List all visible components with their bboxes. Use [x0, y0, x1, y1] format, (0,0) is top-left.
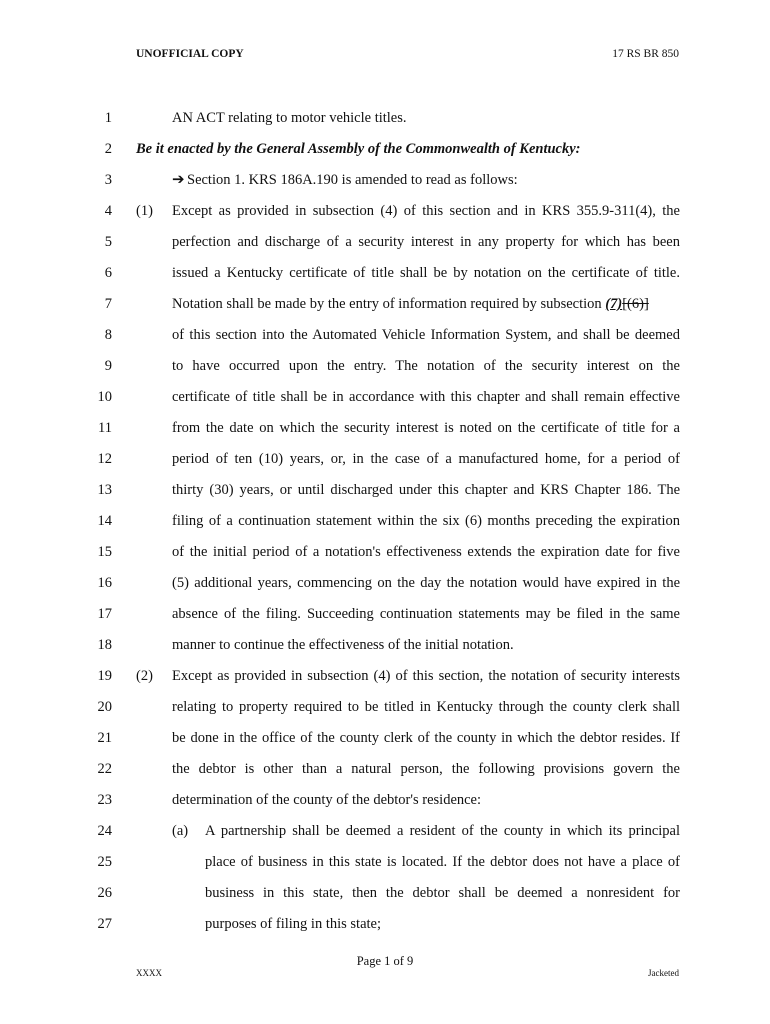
bill-text: A partnership shall be deemed a resident of the county in which its principal [205, 823, 680, 839]
bill-line [0, 449, 770, 473]
bill-text: thirty (30) years, or until discharged under this chapter and KRS Chapter 186. The [172, 482, 680, 498]
line-number: 22 [97, 761, 112, 777]
bill-text: absence of the filing. Succeeding continuation statements may be filed in the same [172, 606, 680, 622]
line-number: 7 [104, 296, 112, 312]
bill-text: period of ten (10) years, or, in the case of a manufactured home, for a period of [172, 451, 680, 467]
bill-line [0, 418, 770, 442]
subsection-number: (1) [136, 203, 153, 219]
right-arrow-icon: ➔ [172, 172, 185, 188]
line-number: 1 [104, 110, 112, 126]
bill-line [0, 759, 770, 783]
bill-line [0, 201, 770, 225]
subsection-number: (2) [136, 668, 153, 684]
bill-line [0, 666, 770, 690]
line-number: 25 [97, 854, 112, 870]
section-heading: Section 1. KRS 186A.190 is amended to read as follows: [187, 172, 518, 188]
bill-line [0, 728, 770, 752]
bill-text: (5) additional years, commencing on the day the notation would have expired in the [172, 575, 680, 591]
line-number: 14 [97, 513, 112, 529]
bill-line [0, 263, 770, 287]
paragraph-letter: (a) [172, 823, 189, 839]
bill-line [0, 480, 770, 504]
line-number: 5 [104, 234, 112, 250]
bill-text: purposes of filing in this state; [205, 916, 381, 932]
bill-line [0, 883, 770, 907]
line-number: 2 [104, 141, 112, 157]
line-number: 3 [104, 172, 112, 188]
bill-text: determination of the county of the debtor's residence: [172, 792, 482, 808]
line-number: 24 [97, 823, 112, 839]
bill-line [0, 325, 770, 349]
bill-line [0, 697, 770, 721]
line-number: 20 [97, 699, 112, 715]
line-number: 19 [97, 668, 112, 684]
line-number: 27 [97, 916, 112, 932]
bill-line [0, 914, 770, 938]
line-number: 16 [97, 575, 112, 591]
enacting-clause: Be it enacted by the General Assembly of the Commonwealth of Kentucky: [136, 141, 581, 157]
bill-text: the debtor is other than a natural person, the following provisions govern the [172, 761, 680, 777]
page-number: Page 1 of 9 [356, 954, 414, 968]
bill-line [0, 232, 770, 256]
line-number: 4 [104, 203, 112, 219]
bill-line [0, 108, 770, 132]
bill-text: perfection and discharge of a security interest in any property for which has been [172, 234, 680, 250]
line-number: 17 [97, 606, 112, 622]
line-number: 23 [97, 792, 112, 808]
header-bill-number: 17 RS BR 850 [612, 48, 679, 60]
line-number: 8 [104, 327, 112, 343]
bill-text: Except as provided in subsection (4) of this section, the notation of security interests [172, 668, 680, 684]
deleted-text: [(6)] [622, 296, 649, 312]
footer-code: XXXX [136, 968, 162, 978]
bill-text: of this section into the Automated Vehicle Information System, and shall be deemed [172, 327, 680, 343]
inserted-text: (7) [605, 296, 623, 312]
bill-text: manner to continue the effectiveness of the initial notation. [172, 637, 514, 653]
bill-text: Except as provided in subsection (4) of this section and in KRS 355.9-311(4), the [172, 203, 680, 219]
bill-text: from the date on which the security interest is noted on the certificate of title for a [172, 420, 680, 436]
bill-text: issued a Kentucky certificate of title shall be by notation on the certificate of title. [172, 265, 680, 281]
bill-line [0, 542, 770, 566]
bill-text: of the initial period of a notation's effectiveness extends the expiration date for five [172, 544, 680, 560]
line-number: 18 [97, 637, 112, 653]
bill-text: certificate of title shall be in accordance with this chapter and shall remain effective [172, 389, 680, 405]
bill-line [0, 511, 770, 535]
footer-status: Jacketed [648, 968, 679, 978]
line-number: 10 [97, 389, 112, 405]
bill-line [0, 604, 770, 628]
bill-line [0, 821, 770, 845]
line-number: 9 [104, 358, 112, 374]
bill-text-segment: Notation shall be made by the entry of information required by subsection [172, 296, 606, 312]
bill-line [0, 356, 770, 380]
line-number: 6 [104, 265, 112, 281]
bill-text: relating to property required to be titled in Kentucky through the county clerk shall [172, 699, 680, 715]
bill-text: business in this state, then the debtor shall be deemed a nonresident for [205, 885, 680, 901]
bill-text: be done in the office of the county clerk of the county in which the debtor resides. If [172, 730, 680, 746]
bill-line [0, 635, 770, 659]
bill-text: place of business in this state is located. If the debtor does not have a place of [205, 854, 680, 870]
bill-line [0, 852, 770, 876]
bill-text [172, 294, 680, 314]
bill-text: to have occurred upon the entry. The notation of the security interest on the [172, 358, 680, 374]
bill-text: filing of a continuation statement within the six (6) months preceding the expiration [172, 513, 680, 529]
bill-line [0, 387, 770, 411]
line-number: 21 [97, 730, 112, 746]
line-number: 12 [97, 451, 112, 467]
bill-line [0, 139, 770, 163]
line-number: 11 [98, 420, 112, 436]
bill-line [0, 573, 770, 597]
bill-line [0, 294, 770, 318]
bill-title: AN ACT relating to motor vehicle titles. [172, 110, 407, 126]
bill-line [0, 170, 770, 194]
line-number: 26 [97, 885, 112, 901]
bill-line [0, 790, 770, 814]
line-number: 13 [97, 482, 112, 498]
header-unofficial-copy: UNOFFICIAL COPY [136, 48, 244, 60]
line-number: 15 [97, 544, 112, 560]
